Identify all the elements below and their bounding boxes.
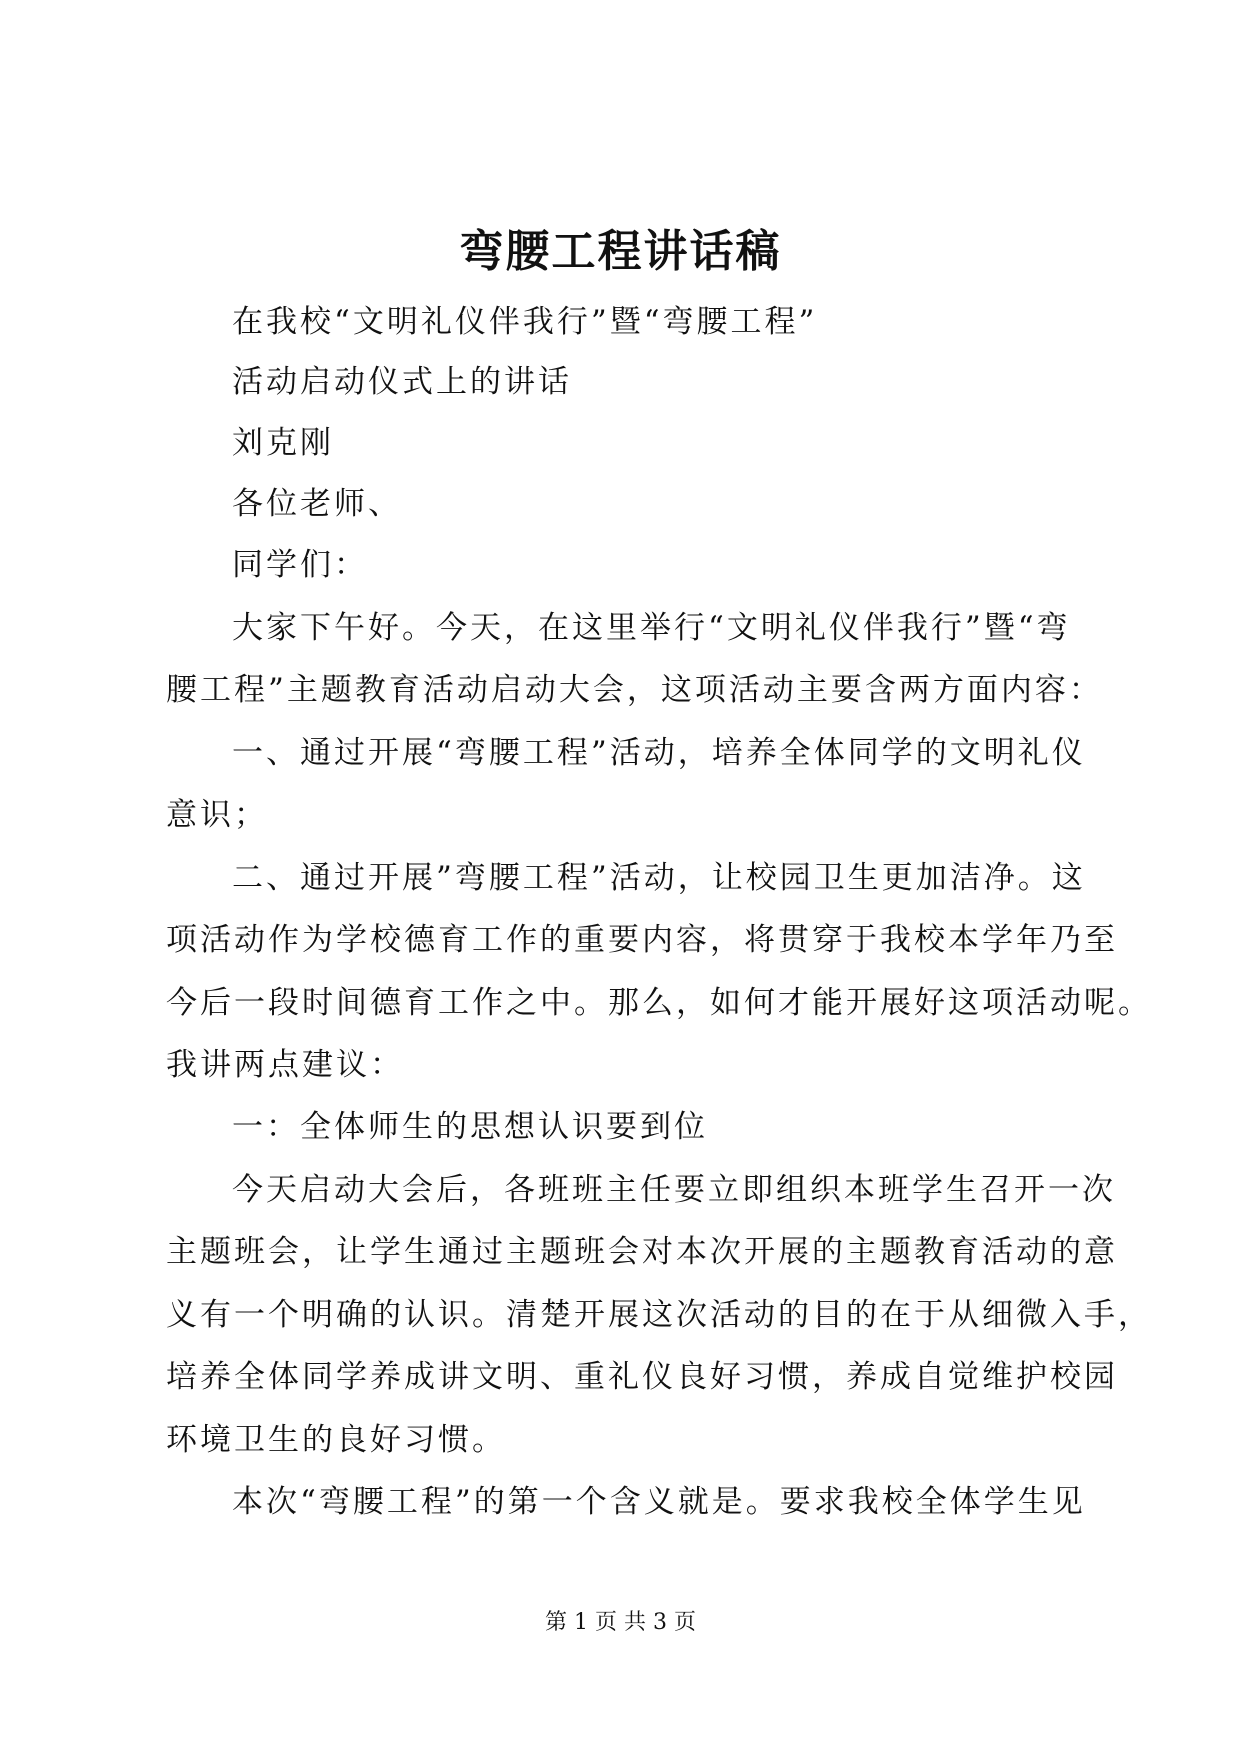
page-footer: 第 1 页 共 3 页 <box>545 1610 696 1635</box>
text-line: 今后一段时间德育工作之中。那么，如何才能开展好这项活动呢。 <box>166 985 1152 1021</box>
text-line: 大家下午好。今天，在这里举行“文明礼仪伴我行”暨“弯 <box>232 610 1071 646</box>
text-line: 一、通过开展“弯腰工程”活动，培养全体同学的文明礼仪 <box>232 735 1086 771</box>
text-line: 二、通过开展”弯腰工程”活动，让校园卫生更加洁净。这 <box>232 860 1086 896</box>
document-title: 弯腰工程讲话稿 <box>459 226 782 277</box>
text-line: 环境卫生的良好习惯。 <box>166 1422 506 1458</box>
text-line: 义有一个明确的认识。清楚开展这次活动的目的在于从细微入手， <box>166 1297 1152 1333</box>
text-line: 我讲两点建议： <box>166 1047 404 1083</box>
text-line: 培养全体同学养成讲文明、重礼仪良好习惯，养成自觉维护校园 <box>166 1359 1118 1395</box>
text-line: 在我校“文明礼仪伴我行”暨“弯腰工程” <box>232 304 818 340</box>
text-line: 今天启动大会后，各班班主任要立即组织本班学生召开一次 <box>232 1172 1116 1208</box>
text-line: 同学们： <box>232 547 368 583</box>
text-line: 腰工程”主题教育活动启动大会，这项活动主要含两方面内容： <box>166 672 1103 708</box>
text-line: 活动启动仪式上的讲话 <box>232 364 572 400</box>
text-line: 各位老师、 <box>232 486 402 522</box>
text-line: 本次“弯腰工程”的第一个含义就是。要求我校全体学生见 <box>232 1484 1086 1520</box>
section-heading: 一：全体师生的思想认识要到位 <box>232 1109 708 1145</box>
text-line: 项活动作为学校德育工作的重要内容，将贯穿于我校本学年乃至 <box>166 922 1118 958</box>
text-line: 主题班会，让学生通过主题班会对本次开展的主题教育活动的意 <box>166 1234 1118 1270</box>
text-line: 刘克刚 <box>232 425 334 461</box>
text-line: 意识； <box>166 797 268 833</box>
